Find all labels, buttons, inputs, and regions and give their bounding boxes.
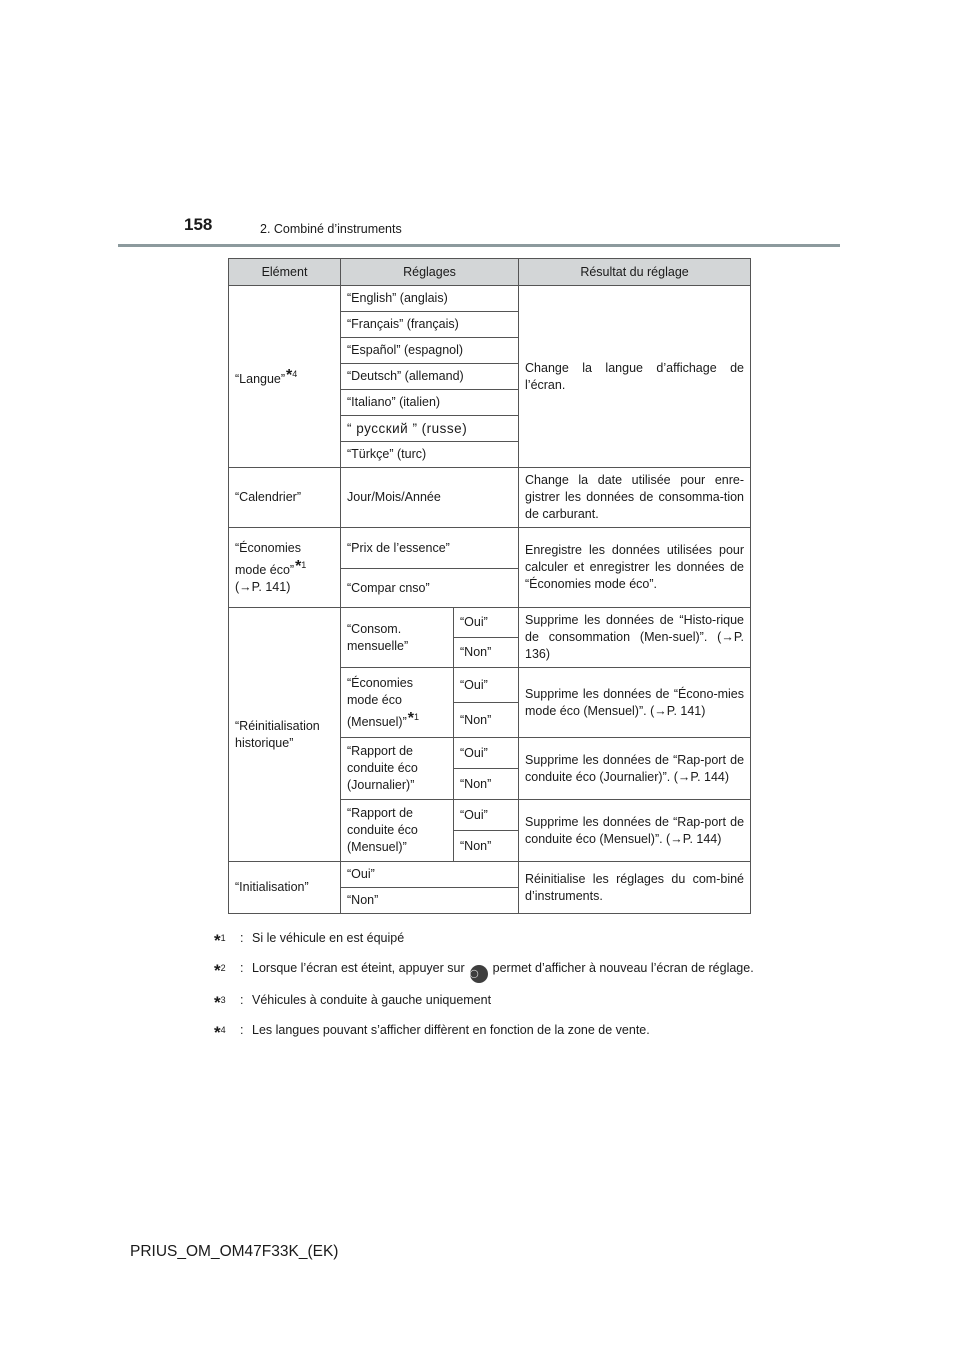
header-element: Elément	[229, 259, 341, 286]
option-cell: “Non”	[454, 703, 519, 738]
footnote-star: *	[407, 709, 414, 727]
setting-cell: “Deutsch” (allemand)	[341, 364, 519, 390]
footnote-ref: 1	[301, 559, 307, 570]
footnote-star: *	[286, 366, 293, 384]
header-result: Résultat du réglage	[519, 259, 751, 286]
footnote-item: *$^3$ : Véhicules à conduite à gauche uniquement	[214, 992, 754, 1013]
setting-cell: “English” (anglais)	[341, 286, 519, 312]
footnote-marker: *$^3$	[214, 993, 226, 1012]
setting-cell: “Türkçe” (turc)	[341, 442, 519, 468]
document-id: PRIUS_OM_OM47F33K_(EK)	[130, 1243, 339, 1260]
settings-table	[228, 258, 751, 914]
sub-element-cell: “Rapport de conduite éco (Mensuel)”	[341, 800, 454, 862]
sub-element-cell: “Rapport de conduite éco (Journalier)”	[341, 738, 454, 800]
footnote-text: Véhicules à conduite à gauche uniquement	[252, 993, 492, 1007]
setting-cell: “Compar cnso”	[341, 569, 519, 608]
sub-element-cell: “Économies mode éco (Mensuel)”*$^1$	[341, 668, 454, 738]
setting-cell: “Español” (espagnol)	[341, 338, 519, 364]
element-cell: “Réinitialisation historique”	[229, 608, 341, 862]
element-cell: “Économies mode éco”*$^1$ (→P. 141)	[229, 528, 341, 608]
chapter-title: 2. Combiné d’instruments	[260, 222, 402, 236]
result-cell: Supprime les données de “Histo-rique de consommation (Men-suel)”. (→P. 136)	[519, 608, 751, 668]
setting-cell: “Oui”	[341, 862, 519, 888]
element-cell: “Langue”*$^4$	[229, 286, 341, 468]
result-cell: Change la date utilisée pour enre-gistrer les données de consomma-tion de carburant.	[519, 468, 751, 528]
footnote-text: Lorsque l’écran est éteint, appuyer sur ◯ permet d’afficher à nouveau l’écran de réglage.	[252, 960, 754, 983]
page-number: 158	[184, 215, 213, 234]
header-divider	[118, 244, 840, 247]
option-cell: “Non”	[454, 638, 519, 668]
setting-cell: Jour/Mois/Année	[341, 468, 519, 528]
footnotes	[214, 930, 754, 1052]
setting-cell: “Italiano” (italien)	[341, 390, 519, 416]
setting-cell: “ русский ” (russe)	[341, 416, 519, 442]
result-cell: Réinitialise les réglages du com-biné d’instruments.	[519, 862, 751, 914]
footnote-item: *$^1$ : Si le véhicule en est équipé	[214, 930, 754, 951]
footnote-marker: *$^4$	[214, 1023, 226, 1042]
option-cell: “Non”	[454, 831, 519, 862]
footnote-ref: 1	[413, 711, 419, 722]
footnote-marker: *$^2$	[214, 961, 226, 980]
table-row	[229, 286, 751, 312]
footnote-item: *$^2$ : Lorsque l’écran est éteint, appuyer sur ◯ permet d’afficher à nouveau l’écran de réglage.	[214, 960, 754, 983]
setting-cell: “Français” (français)	[341, 312, 519, 338]
option-cell: “Oui”	[454, 608, 519, 638]
table-header-row	[229, 259, 751, 286]
option-cell: “Non”	[454, 769, 519, 800]
sub-element-cell: “Consom. mensuelle”	[341, 608, 454, 668]
footnote-ref: 4	[292, 368, 298, 379]
footnote-text: Les langues pouvant s’afficher diffèrent en fonction de la zone de vente.	[252, 1023, 650, 1037]
header-settings: Réglages	[341, 259, 519, 286]
result-cell: Supprime les données de “Rap-port de conduite éco (Mensuel)”. (→P. 144)	[519, 800, 751, 862]
table-row	[229, 468, 751, 528]
table-row	[229, 528, 751, 569]
element-cell: “Calendrier”	[229, 468, 341, 528]
setting-cell: “Non”	[341, 888, 519, 914]
element-cell: “Initialisation”	[229, 862, 341, 914]
steering-switch-button-icon: ◯	[470, 965, 488, 983]
option-cell: “Oui”	[454, 738, 519, 769]
result-cell: Supprime les données de “Écono-mies mode éco (Mensuel)”. (→P. 141)	[519, 668, 751, 738]
result-cell: Supprime les données de “Rap-port de conduite éco (Journalier)”. (→P. 144)	[519, 738, 751, 800]
footnote-star: *	[295, 557, 302, 575]
footnote-item: *$^4$ : Les langues pouvant s’afficher diffèrent en fonction de la zone de vente.	[214, 1022, 754, 1043]
footnote-marker: *$^1$	[214, 931, 226, 950]
table-row	[229, 608, 751, 638]
setting-cell: “Prix de l’essence”	[341, 528, 519, 569]
option-cell: “Oui”	[454, 800, 519, 831]
option-cell: “Oui”	[454, 668, 519, 703]
result-cell: Change la langue d’affichage de l’écran.	[519, 286, 751, 468]
result-cell: Enregistre les données utilisées pour calculer et enregistrer les données de “Économies mode éco”.	[519, 528, 751, 608]
table-row	[229, 862, 751, 888]
footnote-text: Si le véhicule en est équipé	[252, 931, 405, 945]
